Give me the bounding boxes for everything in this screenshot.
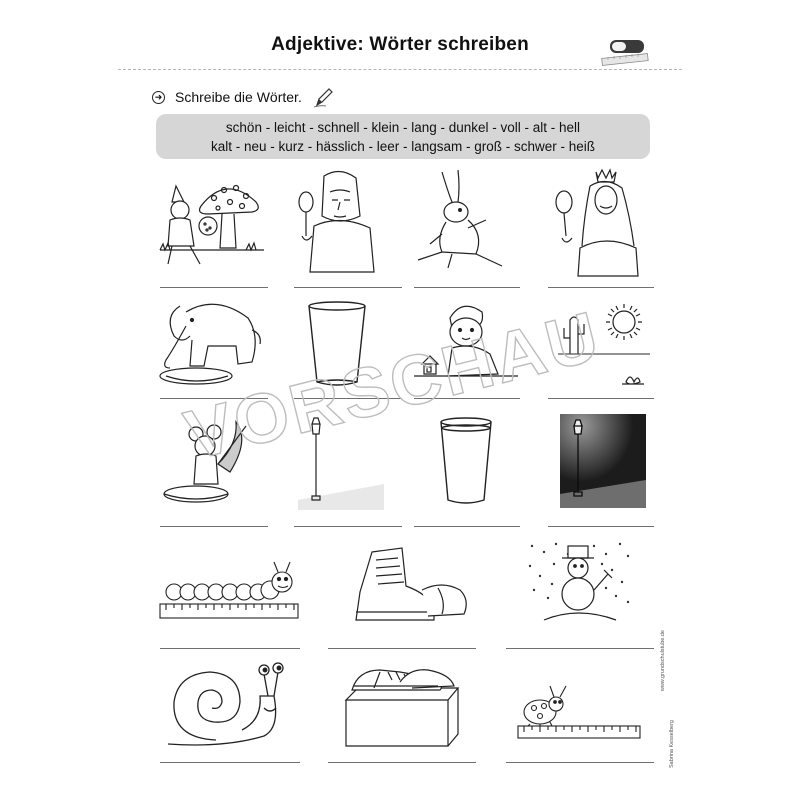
eraser-ruler-logo-icon <box>600 36 650 70</box>
instruction <box>152 87 334 107</box>
short-beetle-on-ruler-picture <box>514 672 644 744</box>
header-divider <box>118 69 682 70</box>
new-shoes-on-box-picture <box>340 660 462 750</box>
answer-line-17 <box>328 762 476 763</box>
instruction-text: Schreibe die Wörter. <box>175 89 302 105</box>
elephant-on-scale-picture <box>156 296 268 392</box>
long-caterpillar-on-ruler-picture <box>156 554 302 626</box>
empty-glass-picture <box>300 298 374 390</box>
circled-arrow-icon: ➜ <box>152 91 165 104</box>
answer-line-5 <box>160 398 268 399</box>
answer-line-10 <box>294 526 402 527</box>
child-with-small-house-picture <box>412 298 522 388</box>
answer-line-8 <box>548 398 654 399</box>
pencil-icon <box>312 86 334 108</box>
old-woman-with-mirror-picture <box>294 166 380 276</box>
answer-line-18 <box>506 762 654 763</box>
answer-line-6 <box>294 398 402 399</box>
cactus-and-sun-picture <box>556 298 652 390</box>
word-bank-line-1: schön - leicht - schnell - klein - lang - dunkel - voll - alt - hell <box>225 120 581 135</box>
answer-line-11 <box>414 526 520 527</box>
answer-line-14 <box>328 648 476 649</box>
answer-line-9 <box>160 526 268 527</box>
princess-with-mirror-picture <box>550 166 650 278</box>
answer-line-1 <box>160 287 268 288</box>
side-url: www.grundschulstube.de <box>660 630 666 692</box>
answer-line-16 <box>160 762 300 763</box>
running-hare-picture <box>412 168 512 274</box>
mouse-and-feather-on-scale-picture <box>156 414 268 508</box>
gnome-with-mushroom-picture <box>156 168 268 278</box>
answer-line-4 <box>548 287 654 288</box>
old-boots-picture <box>352 542 472 628</box>
word-bank-line-2: kalt - neu - kurz - hässlich - leer - langsam - groß - schwer - heiß <box>210 139 596 154</box>
preview-watermark: VORSCHAU <box>177 296 609 475</box>
snowman-in-snow-picture <box>524 540 632 626</box>
answer-line-7 <box>414 398 520 399</box>
page-title: Adjektive: Wörter schreiben <box>271 34 529 55</box>
answer-line-2 <box>294 287 402 288</box>
answer-line-3 <box>414 287 520 288</box>
answer-line-12 <box>548 526 654 527</box>
side-author: Sabrina Kesselberg <box>669 720 675 769</box>
street-lamp-day-picture <box>298 414 384 510</box>
answer-line-13 <box>160 648 300 649</box>
full-glass-picture <box>436 414 496 508</box>
answer-line-15 <box>506 648 654 649</box>
snail-picture <box>164 656 300 750</box>
word-bank <box>156 114 650 159</box>
street-lamp-night-picture <box>560 414 646 508</box>
